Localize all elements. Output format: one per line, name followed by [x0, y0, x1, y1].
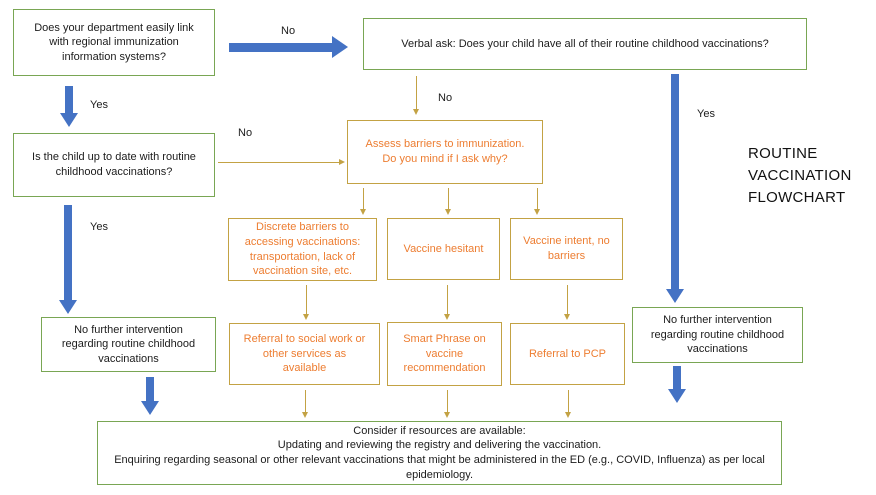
box-consider-resources [97, 421, 782, 485]
box-no-intervention-right-text: No further intervention regarding routine childhood vaccinations [650, 314, 785, 356]
box-no-intervention-left-text: No further intervention regarding routine childhood vaccinations [61, 323, 196, 365]
box-referral-pcp [510, 323, 625, 385]
box-smart-phrase-text: Smart Phrase on vaccine recommendation [403, 333, 486, 375]
flowchart-title [748, 143, 852, 209]
flowchart-title-line3: FLOWCHART [748, 189, 846, 206]
box-vaccine-intent [510, 218, 623, 280]
label-no-verbal-to-assess: No [438, 92, 453, 104]
box-consider-resources-line2: Updating and reviewing the registry and delivering the vaccination. [277, 439, 602, 452]
box-vaccine-intent-text: Vaccine intent, no barriers [523, 235, 610, 262]
box-no-intervention-left [41, 317, 216, 372]
box-dept-link [13, 9, 215, 76]
flowchart-title-line1: ROUTINE [748, 145, 818, 162]
box-vaccine-hesitant-text: Vaccine hesitant [403, 242, 484, 255]
box-verbal-ask-text: Verbal ask: Does your child have all of their routine childhood vaccinations? [401, 37, 769, 50]
box-discrete-barriers-text: Discrete barriers to accessing vaccinations: transportation, lack of vaccination site, etc. [244, 221, 361, 278]
box-up-to-date-text: Is the child up to date with routine childhood vaccinations? [32, 151, 196, 178]
box-no-intervention-right [632, 307, 803, 363]
box-assess-barriers [347, 120, 543, 184]
flowchart-title-line2: VACCINATION [748, 167, 852, 184]
label-no-dept-to-verbal: No [281, 25, 296, 37]
box-dept-link-text: Does your department easily link with regional immunization information systems? [34, 21, 194, 63]
box-verbal-ask [363, 18, 807, 70]
label-no-uptodate-to-assess: No [238, 127, 253, 139]
box-smart-phrase [387, 322, 502, 386]
box-referral-social-work [229, 323, 380, 385]
label-yes-verbal-right: Yes [697, 108, 715, 120]
box-referral-social-work-text: Referral to social work or other services as available [243, 333, 366, 375]
box-consider-resources-line1: Consider if resources are available: [353, 424, 526, 437]
box-up-to-date [13, 133, 215, 197]
box-discrete-barriers [228, 218, 377, 281]
box-vaccine-hesitant [387, 218, 500, 280]
label-yes-dept-to-uptodate: Yes [90, 99, 108, 111]
box-referral-pcp-text: Referral to PCP [528, 347, 607, 360]
box-assess-barriers-text: Assess barriers to immunization. Do you mind if I ask why? [365, 138, 525, 165]
box-consider-resources-line3: Enquiring regarding seasonal or other relevant vaccinations that might be administered in the ED (e.g., COVID, Influenza) as per local epidemiology. [114, 454, 765, 481]
label-yes-uptodate-down: Yes [90, 221, 108, 233]
